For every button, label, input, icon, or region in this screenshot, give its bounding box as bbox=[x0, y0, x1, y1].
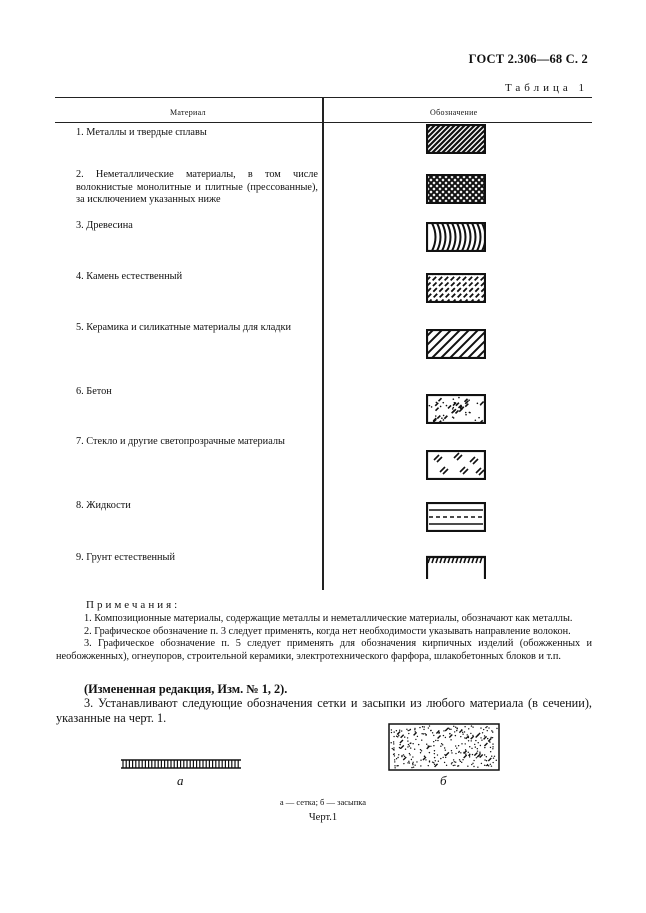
soil-icon bbox=[426, 555, 486, 581]
table-title: Таблица 1 bbox=[504, 82, 588, 94]
table-row-1-text: 1. Металлы и твердые сплавы bbox=[76, 127, 207, 138]
amendment-note: (Измененная редакция, Изм. № 1, 2). bbox=[84, 682, 288, 696]
backfill-symbol bbox=[388, 723, 500, 771]
dashed-hatch-icon bbox=[426, 273, 486, 303]
concrete-icon bbox=[426, 394, 486, 424]
table-row-2-text: 2. Неметаллические материалы, в том числе волокнистые монолитные и плитные (прессованные), за исключением указанных ниже bbox=[76, 169, 318, 205]
table-row-8-text: 8. Жидкости bbox=[76, 500, 131, 511]
wide-diagonal-hatch-icon bbox=[426, 329, 486, 359]
note-2: 2. Графическое обозначение п. 3 следует применять, когда нет необходимости указывать направление волокон. bbox=[84, 625, 571, 637]
notes-heading: Примечания: bbox=[86, 599, 181, 611]
glass-icon bbox=[426, 450, 486, 480]
diagonal-hatch-icon bbox=[426, 124, 486, 154]
figure-label-a: а bbox=[177, 773, 184, 788]
table-row-7-text: 7. Стекло и другие светопрозрачные материалы bbox=[76, 436, 285, 447]
table-row-6-text: 6. Бетон bbox=[76, 386, 112, 397]
table-row-5-text: 5. Керамика и силикатные материалы для кладки bbox=[76, 322, 292, 333]
note-3: 3. Графическое обозначение п. 5 следует применять для обозначения кирпичных изделий (обожженных и необожженных), огнеупоров, строительной керамики, электротехнического фарфора, шлакобетонных блоков и т.п. bbox=[56, 638, 592, 662]
paragraph-3 bbox=[56, 696, 592, 726]
figure-label-b: б bbox=[440, 773, 447, 788]
figure-caption: Черт.1 bbox=[308, 812, 338, 823]
table-row-9-text: 9. Грунт естественный bbox=[76, 552, 175, 563]
paragraph-3-text: 3. Устанавливают следующие обозначения сетки и засыпки из любого материала (в сечении), указанные на черт. 1. bbox=[56, 696, 592, 725]
mesh-symbol bbox=[121, 757, 241, 769]
liquid-icon bbox=[426, 502, 486, 532]
note-1: 1. Композиционные материалы, содержащие металлы и неметаллические материалы, обозначают как металлы. bbox=[84, 613, 573, 624]
crosshatch-icon bbox=[426, 174, 486, 204]
page-header: ГОСТ 2.306—68 С. 2 bbox=[468, 52, 588, 66]
table-row-3-text: 3. Древесина bbox=[76, 220, 133, 231]
wood-grain-icon bbox=[426, 222, 486, 252]
figure-legend: а — сетка; б — засыпка bbox=[279, 797, 367, 807]
table-column-divider bbox=[322, 98, 324, 590]
notes-block bbox=[56, 613, 592, 663]
column-header-designation: Обозначение bbox=[430, 108, 478, 117]
column-header-material: Материал bbox=[170, 108, 206, 117]
table-row-4-text: 4. Камень естественный bbox=[76, 271, 183, 282]
